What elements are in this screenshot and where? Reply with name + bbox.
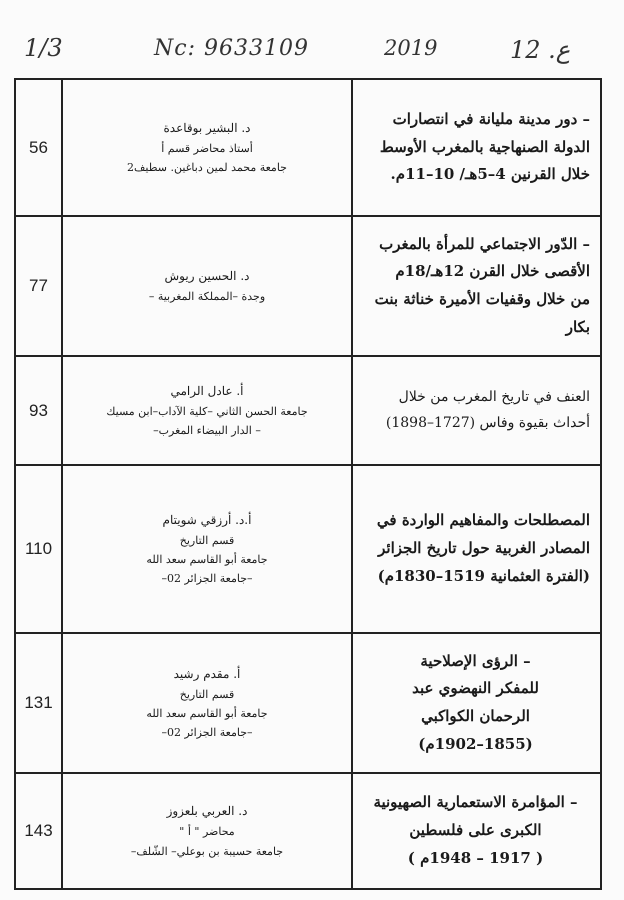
title-line: – دور مدينة مليانة في انتصارات [392, 109, 590, 128]
page-number: 93 [15, 356, 62, 465]
title-line: العنف في تاريخ المغرب من خلال [398, 388, 590, 405]
author-cell [62, 216, 352, 356]
year-note: 2019 [384, 36, 438, 60]
title-line: المصادر الغربية حول تاريخ الجزائر [378, 539, 590, 558]
author-detail: جامعة أبو القاسم سعد الله [146, 552, 268, 566]
author-detail: محاضر " أ " [179, 825, 235, 839]
author-name: أ.د. أرزقي شويتام [162, 512, 252, 527]
author-detail: أستاذ محاضر قسم أ [161, 141, 253, 155]
author-detail: جامعة محمد لمين دباغين. سطيف2 [127, 161, 287, 174]
table-row [15, 633, 601, 773]
title-line: للمفكر النهضوي عبد [412, 679, 539, 698]
author-detail: وجدة –المملكة المغربية – [148, 289, 266, 303]
author-name: أ. عادل الرامي [170, 383, 244, 398]
title-line: بكار [565, 317, 590, 336]
title-line: الكبرى على فلسطين [409, 821, 542, 840]
nc-code: Nc: 9633109 [154, 36, 309, 61]
author-detail: –جامعة الجزائر 02– [161, 726, 253, 740]
article-title [352, 633, 601, 773]
author-cell [62, 465, 352, 633]
title-line: الدولة الصنهاجية بالمغرب الأوسط [379, 137, 590, 156]
author-cell [62, 356, 352, 465]
article-title [352, 356, 601, 465]
author-cell [62, 633, 352, 773]
author-cell [62, 79, 352, 216]
author-detail: جامعة أبو القاسم سعد الله [146, 706, 268, 720]
issue-ref: ع. 12 [510, 36, 571, 64]
author-name: د. البشير بوقاعدة [163, 120, 251, 135]
author-detail: –جامعة الجزائر 02– [161, 572, 253, 586]
title-line: – المؤامرة الاستعمارية الصهيونية [373, 793, 578, 812]
title-line: المصطلحات والمفاهيم الواردة في [376, 511, 590, 530]
page-number: 131 [15, 633, 62, 773]
author-detail: قسم التاريخ [179, 533, 235, 547]
table-row [15, 356, 601, 465]
table-row [15, 465, 601, 633]
page-number: 143 [15, 773, 62, 889]
article-title [352, 465, 601, 633]
contents-table [14, 78, 602, 890]
title-line: أحداث بقيوة وفاس (1727–1898) [385, 414, 590, 431]
table-row [15, 79, 601, 216]
author-detail: – الدار البيضاء المغرب– [153, 424, 261, 437]
author-detail: جامعة الحسن الثاني –كلية الآداب–ابن مسيك [106, 404, 308, 418]
title-line: (1855–1902م) [418, 734, 533, 753]
article-title [352, 773, 601, 889]
article-title [352, 79, 601, 216]
author-name: أ. مقدم رشيد [173, 666, 241, 681]
table-row [15, 216, 601, 356]
author-name: د. العربي بلعزوز [166, 804, 248, 819]
author-name: د. الحسين ريوش [164, 268, 250, 283]
article-title [352, 216, 601, 356]
page-marker: 1/3 [24, 34, 63, 62]
title-line: الرحمان الكواكبي [421, 707, 530, 725]
title-line: – الرؤى الإصلاحية [420, 651, 531, 670]
title-line: (الفترة العثمانية 1519–1830م) [377, 566, 590, 585]
title-line: ( 1917 – 1948م ) [407, 848, 544, 867]
title-line: خلال القرنين 4–5هـ/ 10–11م. [390, 165, 590, 184]
page-number: 56 [15, 79, 62, 216]
page-number: 110 [15, 465, 62, 633]
author-detail: قسم التاريخ [179, 687, 235, 701]
author-detail: جامعة حسيبة بن بوعلي– الشّلف– [130, 844, 284, 858]
title-line: الأقصى خلال القرن 12هـ/18م [395, 262, 590, 281]
title-line: من خلال وقفيات الأميرة خناثة بنت [374, 290, 590, 308]
author-cell [62, 773, 352, 889]
page-number: 77 [15, 216, 62, 356]
table-row [15, 773, 601, 889]
title-line: – الدّور الاجتماعي للمرأة بالمغرب [379, 234, 590, 253]
